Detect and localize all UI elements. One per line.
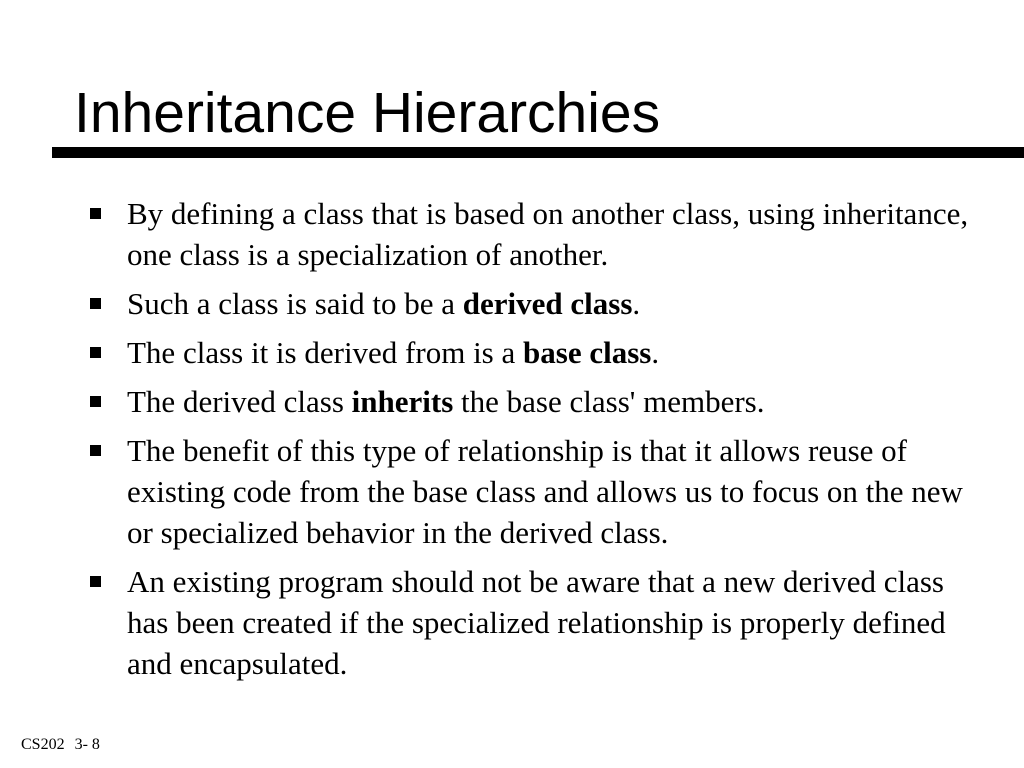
bullet-item bbox=[90, 381, 980, 422]
course-code: CS202 bbox=[21, 736, 65, 753]
bullet-item bbox=[90, 332, 980, 373]
title-underline bbox=[52, 147, 1024, 158]
bullet-text-segment: The benefit of this type of relationship is that it allows reuse of existing code from the base class and allows us to focus on the new or specialized behavior in the derived class. bbox=[127, 433, 963, 550]
bullet-text bbox=[127, 564, 946, 681]
bullet-term-bold: derived class bbox=[462, 286, 633, 321]
bullet-list bbox=[90, 193, 980, 692]
bullet-text bbox=[127, 196, 968, 272]
bullet-text-segment: . bbox=[632, 286, 641, 321]
bullet-term-bold: base class bbox=[523, 335, 652, 370]
bullet-text bbox=[127, 335, 659, 370]
bullet-text-segment: The class it is derived from is a bbox=[127, 335, 524, 370]
bullet-text-segment: the base class' members. bbox=[453, 384, 765, 419]
bullet-text bbox=[127, 433, 963, 550]
bullet-text-segment: The derived class bbox=[127, 384, 352, 419]
bullet-text-segment: . bbox=[651, 335, 660, 370]
bullet-item bbox=[90, 283, 980, 324]
slide-title: Inheritance Hierarchies bbox=[74, 81, 661, 145]
bullet-text-segment: Such a class is said to be a bbox=[127, 286, 463, 321]
bullet-text-segment: An existing program should not be aware that a new derived class has been created if the specialized relationship is properly defined and encapsulated. bbox=[127, 564, 946, 681]
square-bullet-icon bbox=[90, 396, 101, 407]
bullet-text-segment: By defining a class that is based on another class, using inheritance, one class is a specialization of another. bbox=[127, 196, 969, 272]
bullet-item bbox=[90, 193, 980, 275]
bullet-text bbox=[127, 384, 764, 419]
square-bullet-icon bbox=[90, 347, 101, 358]
page-number: 3- 8 bbox=[74, 736, 100, 753]
bullet-item bbox=[90, 430, 980, 553]
square-bullet-icon bbox=[90, 576, 101, 587]
slide-footer bbox=[21, 735, 100, 755]
square-bullet-icon bbox=[90, 208, 101, 219]
bullet-item bbox=[90, 561, 980, 684]
bullet-text bbox=[127, 286, 640, 321]
square-bullet-icon bbox=[90, 298, 101, 309]
bullet-term-bold: inherits bbox=[351, 384, 454, 419]
square-bullet-icon bbox=[90, 445, 101, 456]
